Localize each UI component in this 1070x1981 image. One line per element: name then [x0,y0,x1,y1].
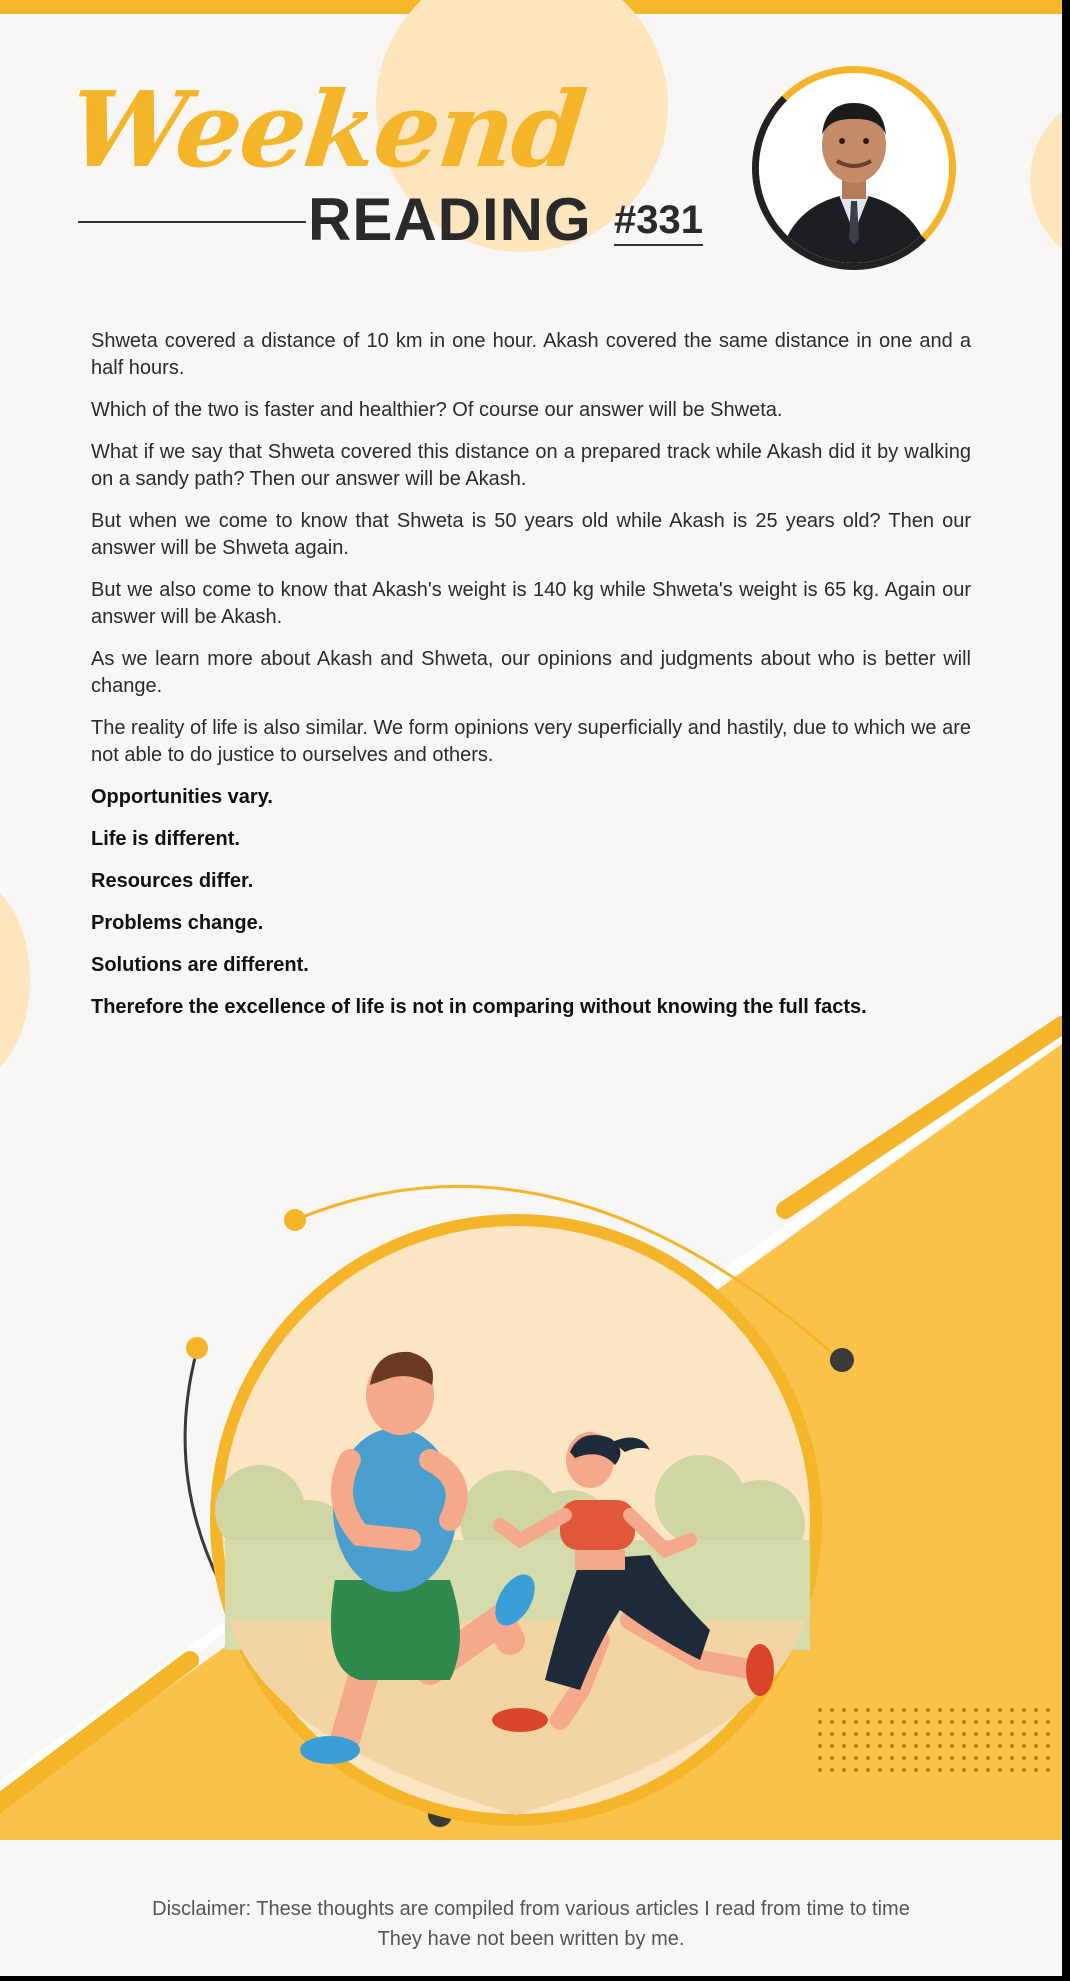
title-reading: READING [308,186,592,253]
article-paragraph: What if we say that Shweta covered this distance on a prepared track while Akash did it by walking on a sandy path? Then our answer will be Akash. [91,441,971,490]
article-body [91,328,971,1036]
article-paragraph: The reality of life is also similar. We form opinions very superficially and hastily, due to which we are not able to do justice to ourselves and others. [91,717,971,766]
article-paragraph: Shweta covered a distance of 10 km in one hour. Akash covered the same distance in one and a half hours. [91,330,971,379]
article-paragraph: But we also come to know that Akash's weight is 140 kg while Shweta's weight is 65 kg. Again our answer will be Akash. [91,579,971,628]
title-script-weekend: Weekend [63,68,590,191]
key-point: Opportunities vary. [91,786,273,808]
person-avatar-icon [759,73,949,263]
conclusion: Therefore the excellence of life is not in comparing without knowing the full facts. [91,996,867,1018]
disclaimer [60,1894,1002,1954]
key-point: Problems change. [91,912,264,934]
key-point: Life is different. [91,828,240,850]
key-point: Solutions are different. [91,954,309,976]
runners-illustration [0,980,1062,1840]
article-paragraph: As we learn more about Akash and Shweta, our opinions and judgments about who is better will change. [91,648,971,697]
article-paragraph: Which of the two is faster and healthier? Of course our answer will be Shweta. [91,399,783,421]
author-portrait [752,66,956,270]
title-rule [78,221,306,223]
decorative-circle [1030,90,1062,270]
key-point: Resources differ. [91,870,254,892]
article-paragraph: But when we come to know that Shweta is 50 years old while Akash is 25 years old? Then our answer will be Shweta again. [91,510,971,559]
issue-number: #331 [614,200,703,246]
disclaimer-line: Disclaimer: These thoughts are compiled from various articles I read from time to time [152,1898,910,1920]
disclaimer-line: They have not been written by me. [377,1928,685,1950]
